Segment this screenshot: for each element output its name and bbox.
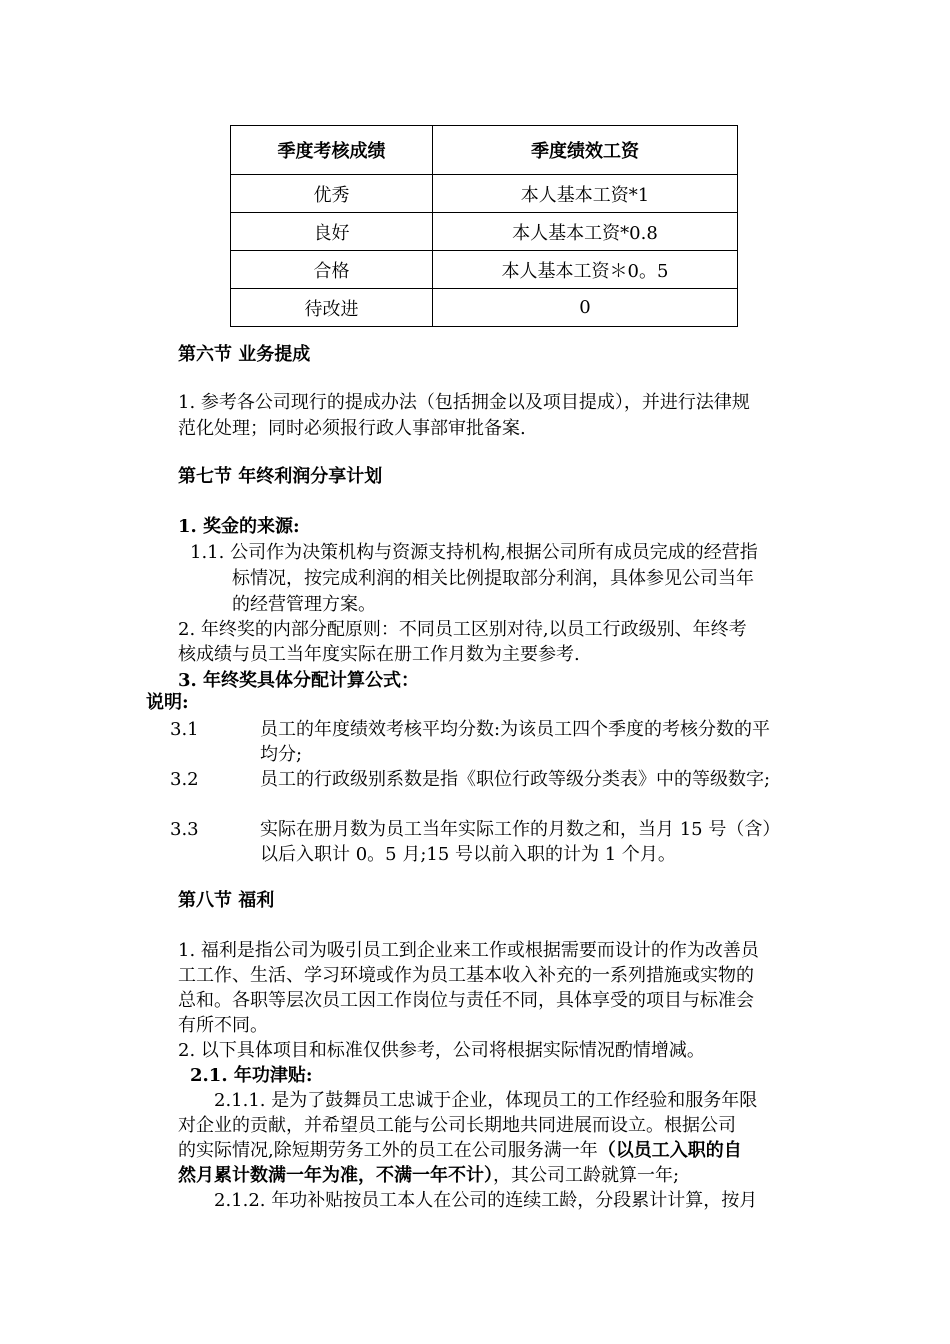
table-cell-pay: 本人基本工资*1 [433,175,738,213]
table-row [231,175,738,213]
section-heading: 第七节 年终利润分享计划 [178,466,383,487]
performance-pay-table [230,125,738,327]
paragraph-line: 2. 年终奖的内部分配原则：不同员工区别对待,以员工行政级别、年终考 [178,619,747,640]
table-header-cell: 季度绩效工资 [433,126,738,175]
paragraph-line: 1. 福利是指公司为吸引员工到企业来工作或根据需要而设计的作为改善员 [178,940,759,961]
paragraph-line: 2.1.2. 年功补贴按员工本人在公司的连续工龄，分段累计计算，按月 [214,1190,758,1211]
note-number: 3.2 [170,769,199,790]
table-header-row [231,126,738,175]
paragraph-line [178,1163,679,1189]
note-number: 3.3 [170,819,199,840]
table-cell-grade: 良好 [231,213,433,251]
paragraph-line: 实际在册月数为员工当年实际工作的月数之和，当月 15 号（含） [260,819,781,840]
paragraph-line: 员工的年度绩效考核平均分数:为该员工四个季度的考核分数的平 [260,719,771,740]
table-row [231,251,738,289]
paragraph-line: 2. 以下具体项目和标准仅供参考，公司将根据实际情况酌情增减。 [178,1040,705,1061]
paragraph-line: 对企业的贡献，并希望员工能与公司长期地共同进展而设立。根据公司 [178,1115,736,1136]
subsection-heading: 2.1. 年功津贴: [190,1065,313,1086]
paragraph-line: 员工的行政级别系数是指《职位行政等级分类表》中的等级数字; [260,769,771,790]
paragraph-line: 工工作、生活、学习环境或作为员工基本收入补充的一系列措施或实物的 [178,965,754,986]
table-cell-pay: 0 [433,289,738,327]
table-cell-pay: 本人基本工资*0.8 [433,213,738,251]
paragraph-line: 1.1. 公司作为决策机构与资源支持机构,根据公司所有成员完成的经营指 [190,542,758,563]
paragraph-text: 的实际情况,除短期劳务工外的员工在公司服务满一年 [178,1140,598,1161]
list-item-heading: 1. 奖金的来源: [178,516,300,537]
table-row [231,289,738,327]
paragraph-line: 1. 参考各公司现行的提成办法（包括拥金以及项目提成），并进行法律规 [178,392,750,413]
table-cell-pay: 本人基本工资＊0。5 [433,251,738,289]
paragraph-line: 范化处理；同时必须报行政人事部审批备案. [178,418,526,439]
table-header-cell: 季度考核成绩 [231,126,433,175]
note-label: 说明: [146,692,189,713]
paragraph-line [178,1138,742,1164]
list-item-heading: 3. 年终奖具体分配计算公式： [178,670,420,691]
paragraph-line: 的经营管理方案。 [232,594,376,615]
note-number: 3.1 [170,719,199,740]
paragraph-line: 均分; [260,744,303,765]
paragraph-line: 有所不同。 [178,1015,268,1036]
paragraph-line: 2.1.1. 是为了鼓舞员工忠诚于企业，体现员工的工作经验和服务年限 [214,1090,758,1111]
table-cell-grade: 优秀 [231,175,433,213]
table-cell-grade: 合格 [231,251,433,289]
table-cell-grade: 待改进 [231,289,433,327]
section-heading: 第八节 福利 [178,890,275,911]
emphasized-text: （以员工入职的自 [597,1140,742,1161]
section-heading: 第六节 业务提成 [178,344,311,365]
paragraph-line: 以后入职计 0。5 月;15 号以前入职的计为 1 个月。 [260,844,676,865]
emphasized-text: 然月累计数满一年为准，不满一年不计） [178,1165,493,1186]
paragraph-line: 标情况，按完成利润的相关比例提取部分利润，具体参见公司当年 [232,568,754,589]
paragraph-text: ，其公司工龄就算一年; [493,1165,680,1186]
paragraph-line: 总和。各职等层次员工因工作岗位与责任不同，具体享受的项目与标准会 [178,990,754,1011]
table-row [231,213,738,251]
paragraph-line: 核成绩与员工当年度实际在册工作月数为主要参考. [178,644,580,665]
